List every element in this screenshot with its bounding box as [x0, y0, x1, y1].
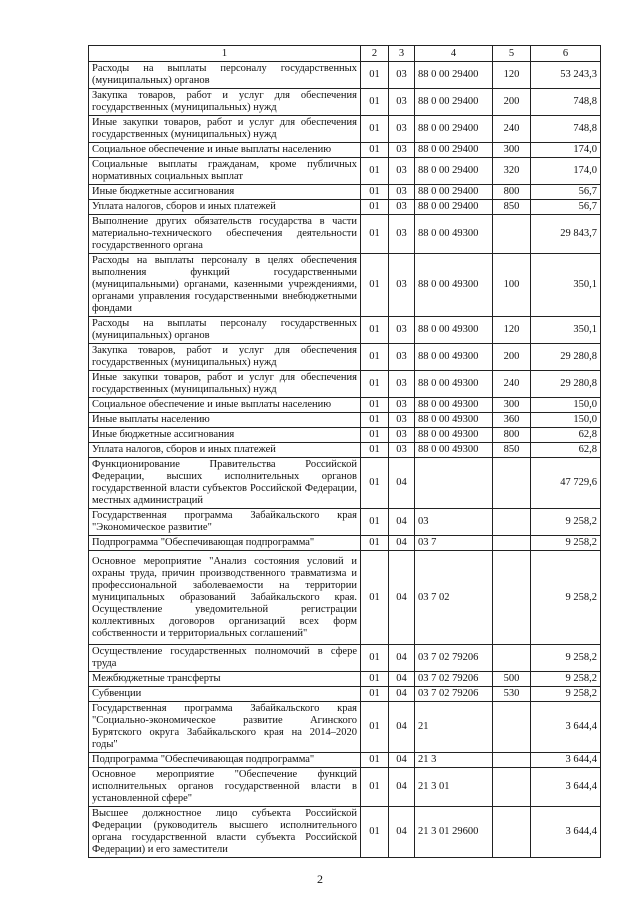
table-row — [89, 185, 601, 200]
cell-target-item: 88 0 00 49300 — [415, 413, 493, 428]
cell-amount: 47 729,6 — [531, 458, 601, 509]
cell-target-item: 21 3 01 29600 — [415, 807, 493, 858]
cell-section: 01 — [361, 672, 389, 687]
cell-name: Социальное обеспечение и иные выплаты населению — [89, 398, 361, 413]
cell-expense-type: 300 — [493, 143, 531, 158]
cell-section: 01 — [361, 200, 389, 215]
cell-expense-type: 500 — [493, 672, 531, 687]
cell-subsection: 03 — [389, 185, 415, 200]
cell-section: 01 — [361, 428, 389, 443]
cell-name: Выполнение других обязательств государства в части материально-технического обеспечения деятельности государственного органа — [89, 215, 361, 254]
cell-target-item: 88 0 00 49300 — [415, 398, 493, 413]
cell-target-item: 03 7 — [415, 536, 493, 551]
table-row — [89, 551, 601, 645]
table-row — [89, 509, 601, 536]
cell-target-item: 88 0 00 29400 — [415, 143, 493, 158]
cell-name: Основное мероприятие "Обеспечение функций исполнительных органов государственной власти в установленной сфере" — [89, 768, 361, 807]
cell-subsection: 04 — [389, 702, 415, 753]
table-row — [89, 687, 601, 702]
cell-section: 01 — [361, 551, 389, 645]
cell-name: Подпрограмма "Обеспечивающая подпрограмма" — [89, 536, 361, 551]
cell-subsection: 04 — [389, 645, 415, 672]
cell-section: 01 — [361, 89, 389, 116]
cell-target-item: 03 7 02 79206 — [415, 672, 493, 687]
cell-expense-type: 240 — [493, 116, 531, 143]
table-row — [89, 536, 601, 551]
cell-target-item: 03 — [415, 509, 493, 536]
cell-target-item: 21 — [415, 702, 493, 753]
cell-target-item: 03 7 02 79206 — [415, 645, 493, 672]
cell-name: Иные выплаты населению — [89, 413, 361, 428]
cell-section: 01 — [361, 413, 389, 428]
cell-expense-type: 300 — [493, 398, 531, 413]
cell-target-item: 88 0 00 29400 — [415, 158, 493, 185]
cell-amount: 748,8 — [531, 116, 601, 143]
cell-subsection: 04 — [389, 458, 415, 509]
cell-target-item: 88 0 00 29400 — [415, 116, 493, 143]
cell-name: Уплата налогов, сборов и иных платежей — [89, 443, 361, 458]
cell-amount: 174,0 — [531, 143, 601, 158]
cell-target-item: 03 7 02 — [415, 551, 493, 645]
cell-section: 01 — [361, 807, 389, 858]
cell-section: 01 — [361, 536, 389, 551]
cell-amount: 56,7 — [531, 185, 601, 200]
cell-subsection: 03 — [389, 443, 415, 458]
cell-section: 01 — [361, 143, 389, 158]
cell-amount: 150,0 — [531, 398, 601, 413]
cell-subsection: 04 — [389, 753, 415, 768]
cell-subsection: 03 — [389, 428, 415, 443]
table-row — [89, 89, 601, 116]
cell-amount: 29 280,8 — [531, 371, 601, 398]
cell-subsection: 03 — [389, 344, 415, 371]
table-row — [89, 116, 601, 143]
cell-expense-type — [493, 509, 531, 536]
cell-expense-type: 320 — [493, 158, 531, 185]
cell-expense-type — [493, 768, 531, 807]
cell-subsection: 03 — [389, 62, 415, 89]
cell-target-item: 88 0 00 49300 — [415, 371, 493, 398]
cell-section: 01 — [361, 645, 389, 672]
cell-expense-type: 800 — [493, 185, 531, 200]
table-row — [89, 143, 601, 158]
cell-expense-type: 360 — [493, 413, 531, 428]
cell-name: Расходы на выплаты персоналу государственных (муниципальных) органов — [89, 62, 361, 89]
cell-amount: 53 243,3 — [531, 62, 601, 89]
header-col-amount: 6 — [531, 46, 601, 62]
cell-amount: 3 644,4 — [531, 768, 601, 807]
header-col-name: 1 — [89, 46, 361, 62]
cell-section: 01 — [361, 371, 389, 398]
cell-name: Государственная программа Забайкальского края "Социально-экономическое развитие Агинского Бурятского округа Забайкальского края на 2014–2020 годы" — [89, 702, 361, 753]
cell-name: Основное мероприятие "Анализ состояния условий и охраны труда, причин производственного травматизма и профессиональной заболеваемости на территории муниципальных образований Забайкальского края. Осуществление уведомительной регистрации коллективных договоров организаций всех форм собственности и территориальных соглашений" — [89, 551, 361, 645]
cell-name: Осуществление государственных полномочий в сфере труда — [89, 645, 361, 672]
cell-target-item: 88 0 00 29400 — [415, 185, 493, 200]
cell-subsection: 03 — [389, 116, 415, 143]
cell-target-item: 88 0 00 49300 — [415, 317, 493, 344]
cell-amount: 3 644,4 — [531, 807, 601, 858]
cell-name: Функционирование Правительства Российской Федерации, высших исполнительных органов государственной власти субъектов Российской Федерации, местных администраций — [89, 458, 361, 509]
cell-subsection: 03 — [389, 215, 415, 254]
cell-subsection: 04 — [389, 807, 415, 858]
table-row — [89, 344, 601, 371]
cell-subsection: 03 — [389, 398, 415, 413]
cell-amount: 3 644,4 — [531, 702, 601, 753]
cell-target-item: 03 7 02 79206 — [415, 687, 493, 702]
cell-amount: 748,8 — [531, 89, 601, 116]
budget-table — [88, 45, 601, 858]
cell-name: Закупка товаров, работ и услуг для обеспечения государственных (муниципальных) нужд — [89, 89, 361, 116]
table-row — [89, 254, 601, 317]
cell-amount: 150,0 — [531, 413, 601, 428]
cell-target-item: 88 0 00 29400 — [415, 200, 493, 215]
cell-target-item: 88 0 00 29400 — [415, 62, 493, 89]
cell-name: Высшее должностное лицо субъекта Российской Федерации (руководитель высшего исполнительного органа государственной власти субъекта Российской Федерации) и его заместители — [89, 807, 361, 858]
cell-name: Иные закупки товаров, работ и услуг для обеспечения государственных (муниципальных) нужд — [89, 371, 361, 398]
cell-section: 01 — [361, 158, 389, 185]
page-number: 2 — [317, 872, 323, 886]
cell-expense-type: 200 — [493, 89, 531, 116]
cell-target-item: 88 0 00 49300 — [415, 428, 493, 443]
cell-section: 01 — [361, 702, 389, 753]
cell-subsection: 03 — [389, 89, 415, 116]
cell-expense-type: 850 — [493, 200, 531, 215]
cell-name: Расходы на выплаты персоналу в целях обеспечения выполнения функций государственными (муниципальными) органами, казенными учреждениями, органами управления государственными внебюджетными фондами — [89, 254, 361, 317]
cell-amount: 56,7 — [531, 200, 601, 215]
cell-section: 01 — [361, 768, 389, 807]
table-row — [89, 158, 601, 185]
cell-expense-type — [493, 551, 531, 645]
cell-target-item: 21 3 — [415, 753, 493, 768]
cell-subsection: 04 — [389, 768, 415, 807]
cell-name: Социальные выплаты гражданам, кроме публичных нормативных социальных выплат — [89, 158, 361, 185]
cell-amount: 3 644,4 — [531, 753, 601, 768]
cell-section: 01 — [361, 687, 389, 702]
table-row — [89, 458, 601, 509]
cell-name: Государственная программа Забайкальского края "Экономическое развитие" — [89, 509, 361, 536]
cell-expense-type: 530 — [493, 687, 531, 702]
table-row — [89, 371, 601, 398]
cell-section: 01 — [361, 344, 389, 371]
header-col-expense-type: 5 — [493, 46, 531, 62]
cell-section: 01 — [361, 753, 389, 768]
cell-subsection: 03 — [389, 317, 415, 344]
cell-subsection: 04 — [389, 672, 415, 687]
table-row — [89, 807, 601, 858]
table-row — [89, 398, 601, 413]
cell-name: Уплата налогов, сборов и иных платежей — [89, 200, 361, 215]
table-row — [89, 62, 601, 89]
cell-subsection: 04 — [389, 536, 415, 551]
cell-expense-type: 200 — [493, 344, 531, 371]
cell-subsection: 03 — [389, 200, 415, 215]
cell-target-item: 21 3 01 — [415, 768, 493, 807]
cell-amount: 62,8 — [531, 443, 601, 458]
cell-name: Социальное обеспечение и иные выплаты населению — [89, 143, 361, 158]
cell-target-item: 88 0 00 29400 — [415, 89, 493, 116]
cell-name: Подпрограмма "Обеспечивающая подпрограмма" — [89, 753, 361, 768]
cell-section: 01 — [361, 509, 389, 536]
table-row — [89, 200, 601, 215]
cell-name: Иные бюджетные ассигнования — [89, 428, 361, 443]
table-row — [89, 702, 601, 753]
cell-target-item — [415, 458, 493, 509]
cell-name: Закупка товаров, работ и услуг для обеспечения государственных (муниципальных) нужд — [89, 344, 361, 371]
cell-amount: 9 258,2 — [531, 536, 601, 551]
header-col-target-item: 4 — [415, 46, 493, 62]
cell-target-item: 88 0 00 49300 — [415, 344, 493, 371]
table-row — [89, 317, 601, 344]
cell-section: 01 — [361, 215, 389, 254]
cell-amount: 9 258,2 — [531, 645, 601, 672]
cell-amount: 29 280,8 — [531, 344, 601, 371]
cell-target-item: 88 0 00 49300 — [415, 443, 493, 458]
cell-expense-type: 120 — [493, 317, 531, 344]
cell-target-item: 88 0 00 49300 — [415, 254, 493, 317]
cell-target-item: 88 0 00 49300 — [415, 215, 493, 254]
cell-subsection: 03 — [389, 413, 415, 428]
cell-section: 01 — [361, 254, 389, 317]
header-col-subsection: 3 — [389, 46, 415, 62]
cell-expense-type — [493, 215, 531, 254]
cell-section: 01 — [361, 458, 389, 509]
cell-section: 01 — [361, 116, 389, 143]
cell-name: Иные бюджетные ассигнования — [89, 185, 361, 200]
cell-amount: 350,1 — [531, 254, 601, 317]
table-row — [89, 443, 601, 458]
cell-amount: 29 843,7 — [531, 215, 601, 254]
header-col-section: 2 — [361, 46, 389, 62]
cell-amount: 9 258,2 — [531, 687, 601, 702]
cell-section: 01 — [361, 62, 389, 89]
table-row — [89, 768, 601, 807]
cell-amount: 62,8 — [531, 428, 601, 443]
cell-section: 01 — [361, 398, 389, 413]
cell-expense-type — [493, 807, 531, 858]
header-row — [89, 46, 601, 62]
cell-expense-type: 100 — [493, 254, 531, 317]
cell-subsection: 04 — [389, 687, 415, 702]
table-row — [89, 672, 601, 687]
cell-expense-type — [493, 753, 531, 768]
cell-subsection: 03 — [389, 143, 415, 158]
cell-subsection: 03 — [389, 158, 415, 185]
cell-amount: 9 258,2 — [531, 672, 601, 687]
cell-subsection: 04 — [389, 551, 415, 645]
cell-expense-type: 240 — [493, 371, 531, 398]
cell-expense-type — [493, 702, 531, 753]
cell-expense-type: 850 — [493, 443, 531, 458]
cell-expense-type — [493, 645, 531, 672]
cell-name: Субвенции — [89, 687, 361, 702]
cell-subsection: 04 — [389, 509, 415, 536]
table-row — [89, 413, 601, 428]
table-row — [89, 428, 601, 443]
table-row — [89, 753, 601, 768]
cell-name: Расходы на выплаты персоналу государственных (муниципальных) органов — [89, 317, 361, 344]
cell-amount: 350,1 — [531, 317, 601, 344]
cell-name: Межбюджетные трансферты — [89, 672, 361, 687]
cell-section: 01 — [361, 185, 389, 200]
cell-name: Иные закупки товаров, работ и услуг для обеспечения государственных (муниципальных) нужд — [89, 116, 361, 143]
cell-expense-type — [493, 536, 531, 551]
cell-subsection: 03 — [389, 371, 415, 398]
cell-expense-type — [493, 458, 531, 509]
table-row — [89, 645, 601, 672]
cell-section: 01 — [361, 443, 389, 458]
cell-amount: 174,0 — [531, 158, 601, 185]
cell-section: 01 — [361, 317, 389, 344]
cell-expense-type: 800 — [493, 428, 531, 443]
cell-expense-type: 120 — [493, 62, 531, 89]
cell-amount: 9 258,2 — [531, 551, 601, 645]
table-row — [89, 215, 601, 254]
cell-amount: 9 258,2 — [531, 509, 601, 536]
cell-subsection: 03 — [389, 254, 415, 317]
